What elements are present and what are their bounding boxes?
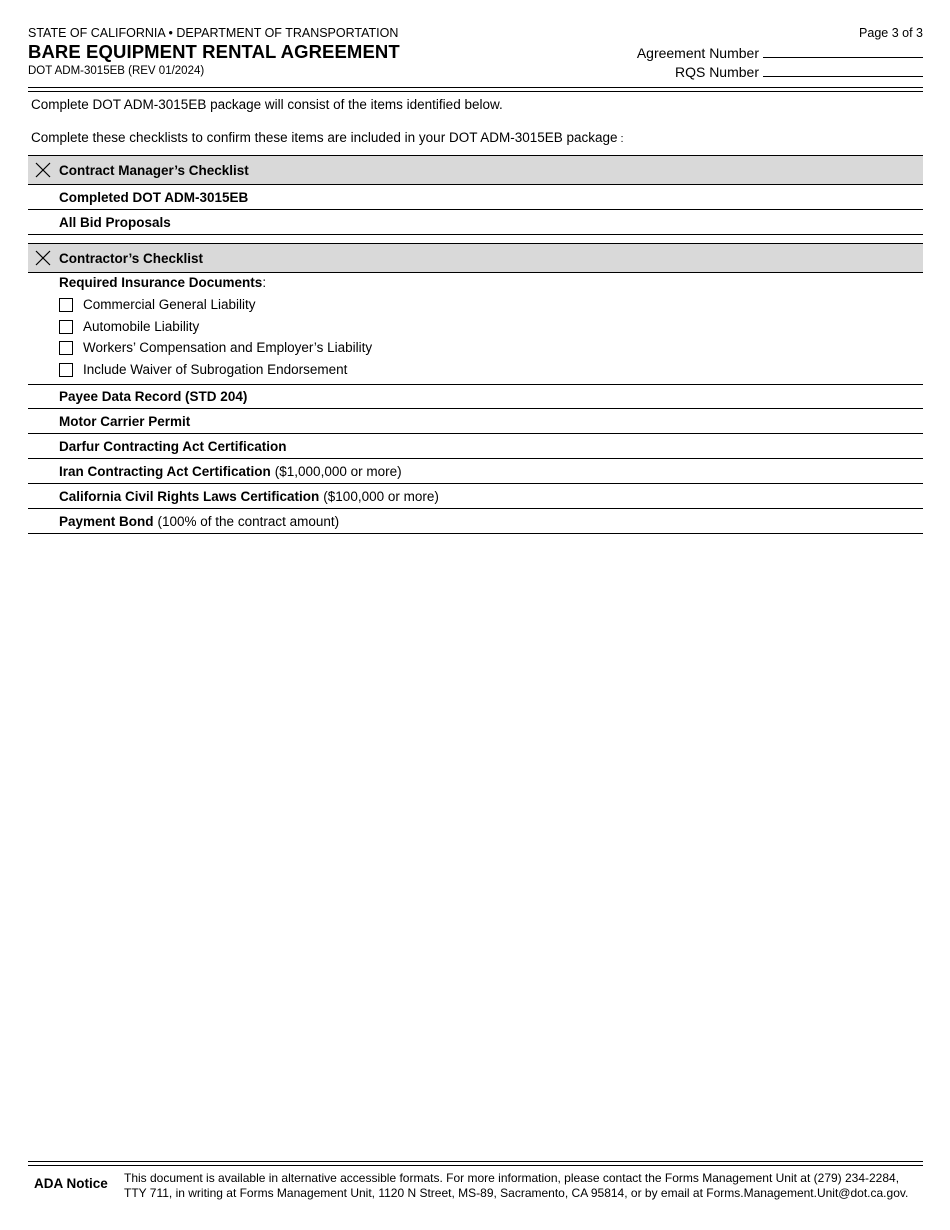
agreement-number-input[interactable] bbox=[763, 57, 923, 58]
agreement-number-label: Agreement Number bbox=[636, 45, 759, 61]
checklist-item-payee-data-record bbox=[28, 384, 923, 409]
insurance-heading bbox=[59, 275, 266, 290]
rqs-number-field bbox=[675, 64, 923, 80]
checklist-item-label: Motor Carrier Permit bbox=[59, 413, 191, 429]
checklist-item-label: All Bid Proposals bbox=[59, 214, 171, 230]
checklist-item-note: (100% of the contract amount) bbox=[157, 513, 340, 529]
contract-manager-checklist-title: Contract Manager’s Checklist bbox=[59, 162, 249, 178]
insurance-item-workers-comp bbox=[59, 340, 372, 355]
contractor-checklist-header bbox=[28, 243, 923, 273]
checklist-item-label: Darfur Contracting Act Certification bbox=[59, 438, 287, 454]
form-title: BARE EQUIPMENT RENTAL AGREEMENT bbox=[28, 41, 400, 62]
checklist-item-bid-proposals bbox=[28, 210, 923, 235]
footer-divider-top bbox=[28, 1161, 923, 1162]
insurance-heading-text: Required Insurance Documents bbox=[59, 275, 263, 290]
rqs-number-input[interactable] bbox=[763, 76, 923, 77]
intro-text: Complete DOT ADM-3015EB package will consist of the items identified below. bbox=[31, 97, 503, 112]
intro-instruction-text: Complete these checklists to confirm these items are included in your DOT ADM-3015EB package bbox=[31, 130, 618, 145]
rqs-number-label: RQS Number bbox=[674, 64, 759, 80]
insurance-item-label: Automobile Liability bbox=[83, 319, 200, 334]
contract-manager-checklist-header bbox=[28, 155, 923, 185]
agreement-number-field bbox=[637, 45, 923, 61]
close-x-icon bbox=[35, 162, 51, 178]
checklist-item-label: Payment Bond bbox=[59, 513, 154, 529]
checklist-item-note: ($100,000 or more) bbox=[323, 488, 439, 504]
page-number: Page 3 of 3 bbox=[859, 26, 923, 40]
checklist-item-completed-form bbox=[28, 185, 923, 210]
intro-instruction-colon: : bbox=[620, 133, 624, 145]
close-x-icon bbox=[35, 250, 51, 266]
insurance-item-general-liability bbox=[59, 297, 256, 312]
checkbox[interactable] bbox=[59, 298, 73, 312]
intro-instruction bbox=[31, 130, 624, 145]
ada-notice-label: ADA Notice bbox=[34, 1176, 108, 1191]
checklist-item-motor-carrier-permit bbox=[28, 409, 923, 434]
form-id: DOT ADM-3015EB (REV 01/2024) bbox=[28, 65, 205, 77]
checklist-item-label: Iran Contracting Act Certification bbox=[59, 463, 271, 479]
header-divider-top bbox=[28, 87, 923, 88]
checklist-item-civil-rights-certification bbox=[28, 484, 923, 509]
checkbox[interactable] bbox=[59, 363, 73, 377]
insurance-item-label: Workers’ Compensation and Employer’s Liability bbox=[83, 340, 373, 355]
insurance-heading-colon: : bbox=[262, 275, 267, 290]
insurance-item-waiver-subrogation bbox=[59, 362, 347, 377]
insurance-item-label: Commercial General Liability bbox=[83, 297, 256, 312]
footer-divider-bottom bbox=[28, 1165, 923, 1166]
checklist-item-note: ($1,000,000 or more) bbox=[274, 463, 402, 479]
department-heading: STATE OF CALIFORNIA • DEPARTMENT OF TRANSPORTATION bbox=[28, 26, 399, 40]
insurance-item-label: Include Waiver of Subrogation Endorsement bbox=[83, 362, 348, 377]
header-divider-bottom bbox=[28, 91, 923, 92]
ada-notice-text bbox=[124, 1171, 914, 1201]
checklist-item-iran-certification bbox=[28, 459, 923, 484]
insurance-item-automobile-liability bbox=[59, 319, 199, 334]
contractor-checklist-title: Contractor’s Checklist bbox=[59, 250, 204, 266]
checkbox[interactable] bbox=[59, 320, 73, 334]
ada-notice-line-1: This document is available in alternative accessible formats. For more information, please contact the Forms Management Unit at (279) 234-2284, bbox=[124, 1171, 900, 1185]
checklist-item-label: California Civil Rights Laws Certification bbox=[59, 488, 320, 504]
ada-notice-line-2: TTY 711, in writing at Forms Management Unit, 1120 N Street, MS-89, Sacramento, CA 95814, or by email at Forms.Management.Unit@dot.ca.gov. bbox=[124, 1186, 909, 1200]
checklist-item-payment-bond bbox=[28, 509, 923, 534]
checklist-item-label: Completed DOT ADM-3015EB bbox=[59, 189, 249, 205]
checklist-item-darfur-certification bbox=[28, 434, 923, 459]
checkbox[interactable] bbox=[59, 341, 73, 355]
checklist-item-label: Payee Data Record (STD 204) bbox=[59, 388, 248, 404]
